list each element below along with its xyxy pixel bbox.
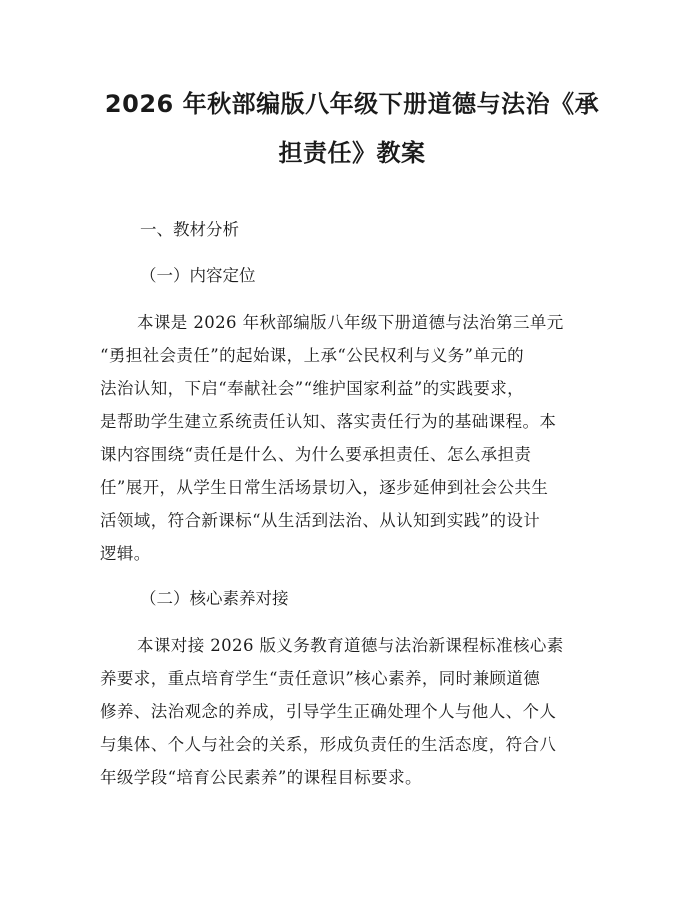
document-title (100, 80, 604, 178)
paragraph-line: 年级学段“培育公民素养”的课程目标要求。 (100, 768, 422, 787)
subsection-heading-content-positioning: （一）内容定位 (140, 266, 256, 285)
paragraph-content-positioning (100, 306, 604, 570)
paragraph-core-literacy (100, 629, 604, 794)
title-line-2: 担责任》教案 (278, 139, 426, 167)
paragraph-line: 法治认知，下启“奉献社会”“维护国家利益”的实践要求， (100, 379, 525, 398)
paragraph-line: 养要求，重点培育学生“责任意识”核心素养，同时兼顾道德 (100, 669, 541, 688)
paragraph-line: “勇担社会责任”的起始课，上承“公民权利与义务”单元的 (100, 346, 525, 365)
paragraph-line: 是帮助学生建立系统责任认知、落实责任行为的基础课程。本 (100, 412, 557, 431)
paragraph-line: 本课是 2026 年秋部编版八年级下册道德与法治第三单元 (137, 313, 564, 332)
paragraph-line: 本课对接 2026 版义务教育道德与法治新课程标准核心素 (137, 636, 564, 655)
paragraph-line: 修养、法治观念的养成，引导学生正确处理个人与他人、个人 (100, 702, 557, 721)
paragraph-line: 课内容围绕“责任是什么、为什么要承担责任、怎么承担责 (100, 445, 532, 464)
section-heading-materials-analysis: 一、教材分析 (140, 220, 239, 239)
paragraph-line: 逻辑。 (100, 544, 151, 563)
subsection-heading-core-literacy: （二）核心素养对接 (140, 589, 289, 608)
paragraph-line: 活领域，符合新课标“从生活到法治、从认知到实践”的设计 (100, 511, 541, 530)
title-line-1: 2026 年秋部编版八年级下册道德与法治《承 (104, 90, 600, 118)
paragraph-line: 与集体、个人与社会的关系，形成负责任的生活态度，符合八 (100, 735, 557, 754)
paragraph-line: 任”展开，从学生日常生活场景切入，逐步延伸到社会公共生 (100, 478, 549, 497)
